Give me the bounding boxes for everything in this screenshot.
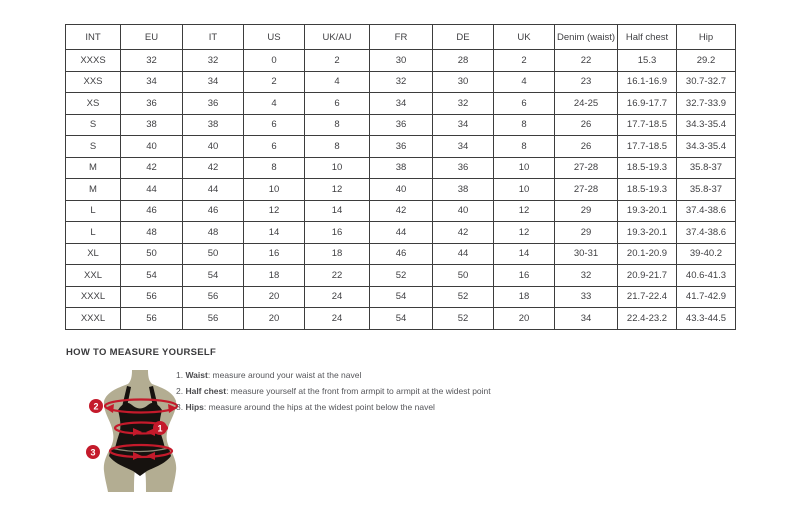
- size-cell: 10: [244, 179, 305, 201]
- measure-badge-hips: [86, 445, 100, 459]
- size-cell: 30: [433, 71, 494, 93]
- size-cell: 54: [370, 286, 433, 308]
- size-cell: XS: [66, 93, 121, 115]
- size-cell: 6: [305, 93, 370, 115]
- size-cell: 38: [121, 114, 183, 136]
- size-cell: 54: [121, 265, 183, 287]
- size-cell: 33: [555, 286, 618, 308]
- size-cell: 32: [183, 50, 244, 72]
- size-cell: 34.3-35.4: [677, 114, 736, 136]
- size-cell: 40: [183, 136, 244, 158]
- size-row: [66, 114, 736, 136]
- measure-step: 1. Waist: measure around your waist at the navel: [176, 370, 362, 380]
- size-cell: 23: [555, 71, 618, 93]
- size-cell: 20: [494, 308, 555, 330]
- size-column-header: Half chest: [618, 25, 677, 50]
- size-cell: 22: [555, 50, 618, 72]
- size-cell: 52: [433, 308, 494, 330]
- size-cell: 38: [183, 114, 244, 136]
- size-cell: 10: [305, 157, 370, 179]
- size-cell: 16.1-16.9: [618, 71, 677, 93]
- size-row: [66, 50, 736, 72]
- size-cell: 41.7-42.9: [677, 286, 736, 308]
- badge-waist-number: 1: [157, 423, 163, 434]
- size-cell: 16: [305, 222, 370, 244]
- size-cell: 20: [244, 286, 305, 308]
- size-column-header: Denim (waist): [555, 25, 618, 50]
- size-cell: 20: [244, 308, 305, 330]
- size-row: [66, 93, 736, 115]
- size-column-header: US: [244, 25, 305, 50]
- size-cell: 29: [555, 200, 618, 222]
- size-column-header: Hip: [677, 25, 736, 50]
- size-cell: 36: [370, 114, 433, 136]
- measure-badge-chest: [89, 399, 103, 413]
- badge-chest-number: 2: [93, 401, 99, 412]
- size-cell: 2: [244, 71, 305, 93]
- size-cell: 17.7-18.5: [618, 136, 677, 158]
- size-row: [66, 71, 736, 93]
- size-cell: 56: [183, 286, 244, 308]
- size-cell: 22.4-23.2: [618, 308, 677, 330]
- size-cell: 12: [494, 200, 555, 222]
- size-cell: 37.4-38.6: [677, 222, 736, 244]
- size-cell: 43.3-44.5: [677, 308, 736, 330]
- size-cell: 29.2: [677, 50, 736, 72]
- size-row: [66, 200, 736, 222]
- size-cell: 34: [433, 136, 494, 158]
- size-cell: L: [66, 222, 121, 244]
- size-cell: XXXL: [66, 308, 121, 330]
- size-cell: 10: [494, 179, 555, 201]
- size-cell: M: [66, 179, 121, 201]
- size-cell: XXXL: [66, 286, 121, 308]
- size-cell: 8: [305, 136, 370, 158]
- size-cell: 14: [494, 243, 555, 265]
- size-cell: 6: [494, 93, 555, 115]
- size-cell: 2: [494, 50, 555, 72]
- size-cell: 27-28: [555, 157, 618, 179]
- size-row: [66, 243, 736, 265]
- size-cell: 56: [183, 308, 244, 330]
- size-cell: 32: [121, 50, 183, 72]
- measure-step: 2. Half chest: measure yourself at the front from armpit to armpit at the widest point: [176, 386, 491, 396]
- size-cell: 44: [433, 243, 494, 265]
- size-cell: 22: [305, 265, 370, 287]
- size-cell: 24: [305, 308, 370, 330]
- size-cell: 36: [121, 93, 183, 115]
- size-cell: 17.7-18.5: [618, 114, 677, 136]
- size-cell: 46: [370, 243, 433, 265]
- size-cell: 39-40.2: [677, 243, 736, 265]
- size-cell: 24-25: [555, 93, 618, 115]
- size-cell: 18: [244, 265, 305, 287]
- size-column-header: IT: [183, 25, 244, 50]
- size-cell: 12: [494, 222, 555, 244]
- size-cell: 4: [244, 93, 305, 115]
- size-cell: 50: [183, 243, 244, 265]
- size-cell: 34: [555, 308, 618, 330]
- size-cell: XXL: [66, 265, 121, 287]
- size-cell: 44: [121, 179, 183, 201]
- size-cell: 42: [183, 157, 244, 179]
- size-cell: 42: [370, 200, 433, 222]
- size-cell: 50: [121, 243, 183, 265]
- size-cell: 52: [433, 286, 494, 308]
- size-cell: 34.3-35.4: [677, 136, 736, 158]
- size-cell: 36: [183, 93, 244, 115]
- size-row: [66, 286, 736, 308]
- measure-step: 3. Hips: measure around the hips at the widest point below the navel: [176, 402, 435, 412]
- size-cell: 38: [370, 157, 433, 179]
- size-cell: 56: [121, 308, 183, 330]
- size-cell: 46: [121, 200, 183, 222]
- size-cell: 50: [433, 265, 494, 287]
- size-column-header: INT: [66, 25, 121, 50]
- size-column-header: EU: [121, 25, 183, 50]
- size-cell: 8: [305, 114, 370, 136]
- size-cell: 38: [433, 179, 494, 201]
- size-cell: 34: [121, 71, 183, 93]
- size-cell: 44: [183, 179, 244, 201]
- size-cell: 18: [494, 286, 555, 308]
- measure-section-title: HOW TO MEASURE YOURSELF: [66, 347, 217, 358]
- size-column-header: DE: [433, 25, 494, 50]
- size-cell: 40: [370, 179, 433, 201]
- size-cell: 16: [494, 265, 555, 287]
- size-cell: 14: [305, 200, 370, 222]
- size-cell: 42: [433, 222, 494, 244]
- size-cell: 40: [121, 136, 183, 158]
- size-cell: 20.9-21.7: [618, 265, 677, 287]
- size-row: [66, 308, 736, 330]
- size-cell: 32: [555, 265, 618, 287]
- size-chart-table: [65, 24, 736, 330]
- size-cell: 40.6-41.3: [677, 265, 736, 287]
- size-cell: 54: [183, 265, 244, 287]
- size-cell: 8: [244, 157, 305, 179]
- size-cell: 24: [305, 286, 370, 308]
- size-cell: 54: [370, 308, 433, 330]
- size-cell: 34: [370, 93, 433, 115]
- size-cell: 16.9-17.7: [618, 93, 677, 115]
- size-cell: 42: [121, 157, 183, 179]
- size-cell: 32: [433, 93, 494, 115]
- size-row: [66, 179, 736, 201]
- size-cell: 18: [305, 243, 370, 265]
- size-cell: 30.7-32.7: [677, 71, 736, 93]
- size-cell: 35.8-37: [677, 157, 736, 179]
- size-cell: 19.3-20.1: [618, 200, 677, 222]
- size-cell: 30-31: [555, 243, 618, 265]
- size-row: [66, 265, 736, 287]
- size-cell: 4: [494, 71, 555, 93]
- size-cell: 15.3: [618, 50, 677, 72]
- size-cell: 37.4-38.6: [677, 200, 736, 222]
- size-cell: 52: [370, 265, 433, 287]
- size-cell: 14: [244, 222, 305, 244]
- size-cell: 18.5-19.3: [618, 179, 677, 201]
- size-cell: 44: [370, 222, 433, 244]
- size-cell: 4: [305, 71, 370, 93]
- size-row: [66, 157, 736, 179]
- size-cell: 32.7-33.9: [677, 93, 736, 115]
- size-cell: 34: [183, 71, 244, 93]
- size-column-header: FR: [370, 25, 433, 50]
- size-cell: 12: [305, 179, 370, 201]
- size-cell: 10: [494, 157, 555, 179]
- size-cell: XXXS: [66, 50, 121, 72]
- size-cell: XXS: [66, 71, 121, 93]
- size-cell: 16: [244, 243, 305, 265]
- size-cell: 20.1-20.9: [618, 243, 677, 265]
- size-cell: 48: [121, 222, 183, 244]
- size-cell: 29: [555, 222, 618, 244]
- size-cell: 46: [183, 200, 244, 222]
- size-cell: 35.8-37: [677, 179, 736, 201]
- size-cell: L: [66, 200, 121, 222]
- measure-badge-waist: [153, 421, 167, 435]
- size-cell: 19.3-20.1: [618, 222, 677, 244]
- size-cell: 8: [494, 114, 555, 136]
- size-cell: 32: [370, 71, 433, 93]
- size-cell: 30: [370, 50, 433, 72]
- size-column-header: UK/AU: [305, 25, 370, 50]
- size-cell: 12: [244, 200, 305, 222]
- badge-hips-number: 3: [90, 447, 96, 458]
- size-cell: 26: [555, 136, 618, 158]
- size-cell: S: [66, 136, 121, 158]
- size-cell: M: [66, 157, 121, 179]
- size-row: [66, 136, 736, 158]
- size-cell: 6: [244, 136, 305, 158]
- size-column-header: UK: [494, 25, 555, 50]
- size-cell: 6: [244, 114, 305, 136]
- size-chart-header-row: [66, 25, 736, 50]
- size-cell: S: [66, 114, 121, 136]
- size-cell: 18.5-19.3: [618, 157, 677, 179]
- size-cell: 36: [370, 136, 433, 158]
- size-cell: 21.7-22.4: [618, 286, 677, 308]
- size-row: [66, 222, 736, 244]
- size-cell: 2: [305, 50, 370, 72]
- size-cell: 48: [183, 222, 244, 244]
- size-cell: XL: [66, 243, 121, 265]
- size-cell: 27-28: [555, 179, 618, 201]
- size-cell: 8: [494, 136, 555, 158]
- size-cell: 26: [555, 114, 618, 136]
- size-cell: 56: [121, 286, 183, 308]
- size-cell: 0: [244, 50, 305, 72]
- size-cell: 40: [433, 200, 494, 222]
- measure-steps-list: [176, 371, 491, 419]
- size-cell: 34: [433, 114, 494, 136]
- size-cell: 28: [433, 50, 494, 72]
- size-cell: 36: [433, 157, 494, 179]
